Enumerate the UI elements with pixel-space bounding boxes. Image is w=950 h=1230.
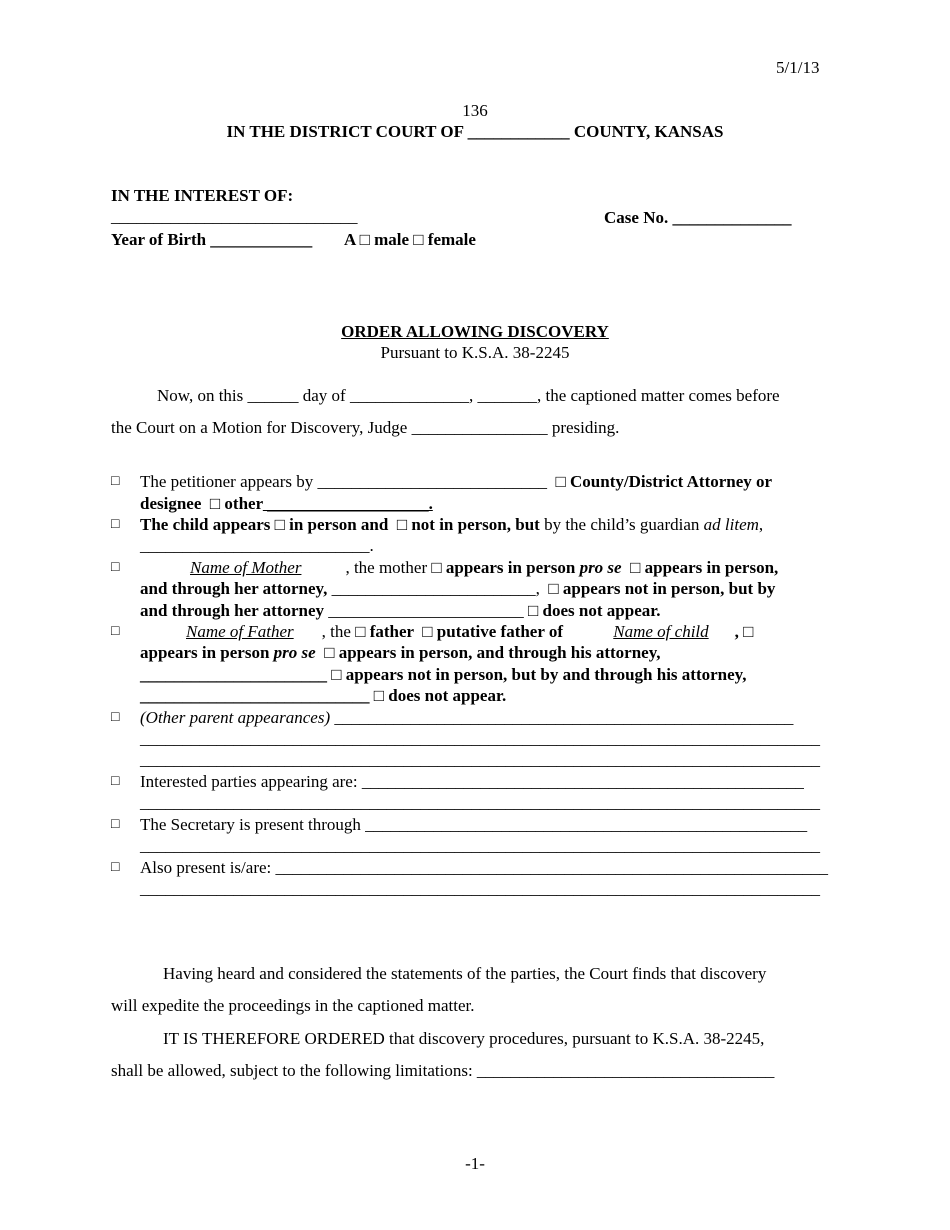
- petitioner-designee-line: [140, 494, 433, 514]
- secretary-field[interactable]: The Secretary is present through ____________________________________________________: [140, 815, 808, 834]
- mother-attorney-line: [140, 579, 775, 599]
- child-checkbox[interactable]: □: [111, 517, 120, 532]
- child-appearance-line: [140, 515, 763, 535]
- other-parent-line: [140, 708, 793, 728]
- father-with-attorney-option[interactable]: □ appears in person, and through his attorney,: [315, 643, 661, 662]
- father-type-options[interactable]: □ father □ putative father of: [355, 622, 568, 641]
- mother-name-field[interactable]: Name of Mother: [190, 558, 302, 577]
- other-parent-field-3[interactable]: ________________________________________________________________________________: [140, 750, 820, 769]
- form-number: 136: [462, 101, 488, 120]
- mother-attorney-field[interactable]: ________________________,: [327, 579, 549, 598]
- mother-checkbox[interactable]: □: [111, 560, 120, 575]
- mother-appearance-line: [140, 558, 778, 578]
- pro-se-text: pro se: [579, 558, 622, 577]
- mother-attorney-text: and through her attorney,: [140, 579, 328, 598]
- ad-litem-text: ad litem: [703, 515, 759, 534]
- court-title: IN THE DISTRICT COURT OF ____________ COUNTY, KANSAS: [226, 122, 724, 141]
- mother-text: , the mother □: [345, 558, 446, 577]
- interested-parties-field-2[interactable]: ________________________________________________________________________________: [140, 793, 820, 812]
- mother-attorney-line-2: [140, 601, 660, 621]
- ordered-line-1: IT IS THEREFORE ORDERED that discovery procedures, pursuant to K.S.A. 38-2245,: [163, 1029, 765, 1048]
- father-pro-se-line: [140, 643, 661, 663]
- intro-line-2: the Court on a Motion for Discovery, Judge ________________ presiding.: [111, 418, 620, 437]
- findings-line-2: will expedite the proceedings in the captioned matter.: [111, 996, 475, 1015]
- guardian-name-field[interactable]: ___________________________.: [140, 536, 374, 555]
- petitioner-appearance-line: [140, 472, 772, 492]
- petitioner-text: The petitioner appears by ___________________________: [140, 472, 547, 491]
- secretary-field-2[interactable]: ________________________________________________________________________________: [140, 836, 820, 855]
- child-name-field[interactable]: Name of child: [613, 622, 709, 641]
- mother-attorney-field-2[interactable]: _______________________: [324, 601, 529, 620]
- other-parent-field[interactable]: ______________________________________________________: [330, 708, 794, 727]
- child-appears-options[interactable]: The child appears □ in person and □ not in person, but: [140, 515, 540, 534]
- form-date: 5/1/13: [776, 58, 820, 77]
- father-not-in-person-option[interactable]: ______________________ □ appears not in person, but by and through his attorney,: [140, 665, 747, 684]
- other-parent-checkbox[interactable]: □: [111, 710, 120, 725]
- secretary-checkbox[interactable]: □: [111, 817, 120, 832]
- limitations-field[interactable]: shall be allowed, subject to the following limitations: ___________________________________: [111, 1061, 775, 1080]
- father-pro-se-text: pro se: [273, 643, 316, 662]
- mother-does-not-appear-option[interactable]: □ does not appear.: [528, 601, 661, 620]
- mother-attorney-text-2: and through her attorney: [140, 601, 325, 620]
- respondent-name-field[interactable]: _____________________________: [111, 207, 358, 226]
- also-present-field-2[interactable]: ________________________________________________________________________________: [140, 879, 820, 898]
- order-subtitle: Pursuant to K.S.A. 38-2245: [380, 343, 570, 362]
- father-name-field[interactable]: Name of Father: [186, 622, 294, 641]
- father-does-not-appear-option[interactable]: ___________________________ □ does not appear.: [140, 686, 507, 705]
- petitioner-checkbox[interactable]: □: [111, 474, 120, 489]
- other-field[interactable]: ___________________.: [262, 494, 433, 513]
- father-pro-se-option[interactable]: appears in person: [140, 643, 274, 662]
- county-attorney-option[interactable]: □ County/District Attorney or: [555, 472, 773, 491]
- designee-other-option[interactable]: designee □ other: [140, 494, 263, 513]
- father-pro-se-checkbox[interactable]: , □: [734, 622, 754, 641]
- page-number: -1-: [465, 1154, 485, 1173]
- also-present-checkbox[interactable]: □: [111, 860, 120, 875]
- interest-of-label: IN THE INTEREST OF:: [111, 186, 294, 205]
- mother-with-attorney-option[interactable]: □ appears in person,: [621, 558, 779, 577]
- also-present-field[interactable]: Also present is/are: _________________________________________________________________: [140, 858, 828, 877]
- mother-not-in-person-option[interactable]: □ appears not in person, but by: [548, 579, 776, 598]
- intro-line-1: Now, on this ______ day of ______________, _______, the captioned matter comes before: [157, 386, 780, 405]
- father-checkbox[interactable]: □: [111, 624, 120, 639]
- interested-parties-field[interactable]: Interested parties appearing are: ____________________________________________________: [140, 772, 804, 791]
- findings-line-1: Having heard and considered the statements of the parties, the Court finds that discovery: [163, 964, 767, 983]
- mother-pro-se-option[interactable]: appears in person: [445, 558, 580, 577]
- order-title: ORDER ALLOWING DISCOVERY: [341, 322, 609, 341]
- father-text: , the: [321, 622, 356, 641]
- other-parent-field-2[interactable]: ________________________________________________________________________________: [140, 729, 820, 748]
- other-parent-label: (Other parent appearances): [140, 708, 331, 727]
- gender-selector[interactable]: A □ male □ female: [344, 230, 476, 249]
- guardian-text: by the child’s guardian: [539, 515, 704, 534]
- interested-parties-checkbox[interactable]: □: [111, 774, 120, 789]
- comma-text: ,: [758, 515, 764, 534]
- father-appearance-line: [140, 622, 753, 642]
- case-number-field[interactable]: Case No. ______________: [604, 208, 792, 227]
- year-of-birth-field[interactable]: Year of Birth ____________: [111, 230, 313, 249]
